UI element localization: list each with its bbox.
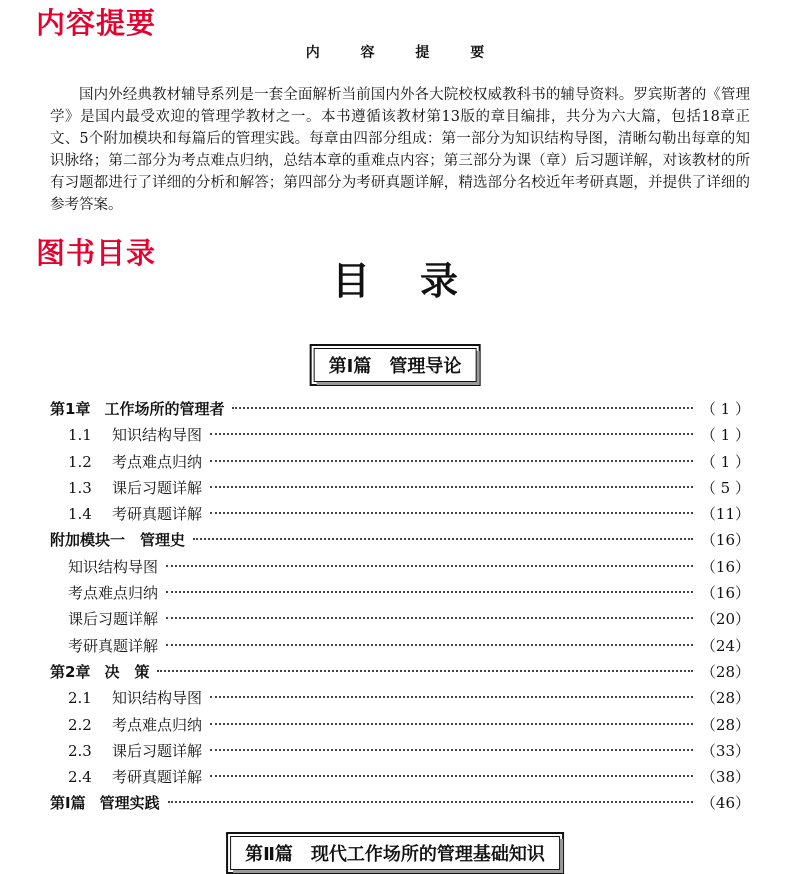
toc-entry-title: 知识结构导图 — [68, 557, 159, 576]
toc-entry[interactable] — [50, 449, 750, 475]
toc-entry[interactable] — [50, 422, 750, 448]
toc-leader-dots — [166, 644, 693, 646]
toc-entry-page: （28） — [700, 715, 750, 734]
toc-entry-title: 课后习题详解 — [68, 610, 159, 629]
toc-section-heading: 图书目录 — [36, 236, 157, 270]
toc-entry-page: （16） — [700, 531, 750, 550]
toc-entry-page: （33） — [700, 741, 750, 760]
toc-leader-dots — [210, 460, 693, 462]
toc-leader-dots — [210, 696, 693, 698]
toc-entry-page: （ 1 ） — [700, 426, 750, 445]
toc-entry-title: 附加模块一 管理史 — [50, 531, 186, 550]
part-2-title: 第Ⅱ篇 现代工作场所的管理基础知识 — [230, 836, 560, 870]
toc-entry-page: （ 1 ） — [700, 452, 750, 471]
toc-title: 目录 — [331, 258, 508, 303]
toc-leader-dots — [193, 538, 693, 540]
toc-entry[interactable] — [50, 554, 750, 580]
toc-entry-title: 知识结构导图 — [112, 426, 203, 445]
toc-entry[interactable] — [50, 501, 750, 527]
toc-entry-page: （20） — [700, 610, 750, 629]
toc-entry-number: 1.3 — [68, 478, 92, 497]
toc-leader-dots — [210, 723, 693, 725]
toc-entry-title: 考点难点归纳 — [112, 452, 203, 471]
toc-leader-dots — [232, 407, 692, 409]
toc-entry-page: （28） — [700, 689, 750, 708]
toc-entry-number: 第Ⅰ篇 — [50, 794, 86, 813]
toc-entry-number: 2.4 — [68, 768, 92, 787]
toc-entry-number: 1.4 — [68, 505, 92, 524]
toc-entry-title: 课后习题详解 — [112, 741, 203, 760]
toc-entry-title: 知识结构导图 — [112, 689, 203, 708]
summary-body: 国内外经典教材辅导系列是一套全面解析当前国内外各大院校权威教科书的辅导资料。罗宾斯著的《管理学》是国内最受欢迎的管理学教材之一。本书遵循该教材第13版的章目编排，共分为六大篇，包括18章正文、5个附加模块和每篇后的管理实践。每章由四部分组成：第一部分为知识结构导图，清晰勾勒出每章的知识脉络；第二部分为考点难点归纳，总结本章的重难点内容；第三部分为课（章）后习题详解，对该教材的所有习题都进行了详细的分析和解答；第四部分为考研真题详解，精选部分名校近年考研真题，并提供了详细的参考答案。 — [50, 87, 750, 213]
toc-entry-page: （ 1 ） — [700, 400, 750, 418]
toc-entry-number: 1.2 — [68, 452, 92, 471]
toc-entry-page: （11） — [700, 505, 750, 524]
toc-entry[interactable] — [50, 527, 750, 553]
toc-entry[interactable] — [50, 633, 750, 659]
toc-leader-dots — [210, 486, 693, 488]
toc-entry-number: 2.2 — [68, 715, 92, 734]
toc-entry[interactable] — [50, 606, 750, 632]
summary-title: 内 容 提 要 — [305, 45, 503, 61]
toc-entry-title: 管理实践 — [99, 794, 160, 813]
toc-entry-title: 考研真题详解 — [112, 768, 203, 787]
toc-leader-dots — [166, 565, 693, 567]
summary-section-heading: 内容提要 — [36, 6, 157, 40]
toc-entry-number: 1.1 — [68, 426, 92, 445]
toc-leader-dots — [166, 591, 693, 593]
toc-entry[interactable] — [50, 475, 750, 501]
toc-entry-number: 2.3 — [68, 741, 92, 760]
toc-leader-dots — [210, 512, 693, 514]
toc-entry-page: （38） — [700, 768, 750, 787]
toc-entry-page: （16） — [700, 557, 750, 576]
toc-entry[interactable] — [50, 396, 750, 422]
toc-entry[interactable] — [50, 580, 750, 606]
part-1-title: 第Ⅰ篇 管理导论 — [314, 348, 477, 382]
table-of-contents — [50, 396, 750, 817]
toc-leader-dots — [166, 617, 693, 619]
toc-entry[interactable] — [50, 712, 750, 738]
toc-entry-title: 课后习题详解 — [112, 478, 203, 497]
toc-leader-dots — [210, 433, 693, 435]
toc-entry-title: 考研真题详解 — [68, 636, 159, 655]
toc-entry-number: 2.1 — [68, 689, 92, 708]
toc-entry-title: 考点难点归纳 — [112, 715, 203, 734]
toc-leader-dots — [157, 670, 692, 672]
toc-leader-dots — [210, 775, 693, 777]
part-2-banner — [226, 832, 564, 874]
toc-entry-page: （ 5 ） — [700, 478, 750, 497]
toc-entry[interactable] — [50, 790, 750, 816]
toc-entry[interactable] — [50, 659, 750, 685]
toc-entry-number: 第1章 — [50, 400, 91, 418]
toc-entry-page: （16） — [700, 584, 750, 603]
toc-entry-page: （24） — [700, 636, 750, 655]
toc-entry[interactable] — [50, 685, 750, 711]
toc-leader-dots — [168, 801, 693, 803]
toc-entry-title: 工作场所的管理者 — [104, 400, 225, 418]
toc-entry-page: （28） — [700, 662, 750, 681]
toc-entry-title: 考研真题详解 — [112, 505, 203, 524]
part-1-banner — [310, 344, 481, 386]
toc-leader-dots — [210, 749, 693, 751]
toc-entry-title: 考点难点归纳 — [68, 584, 159, 603]
toc-entry-title: 决 策 — [104, 662, 150, 681]
toc-entry[interactable] — [50, 764, 750, 790]
toc-entry-page: （46） — [700, 794, 750, 813]
toc-entry[interactable] — [50, 738, 750, 764]
toc-entry-number: 第2章 — [50, 662, 91, 681]
